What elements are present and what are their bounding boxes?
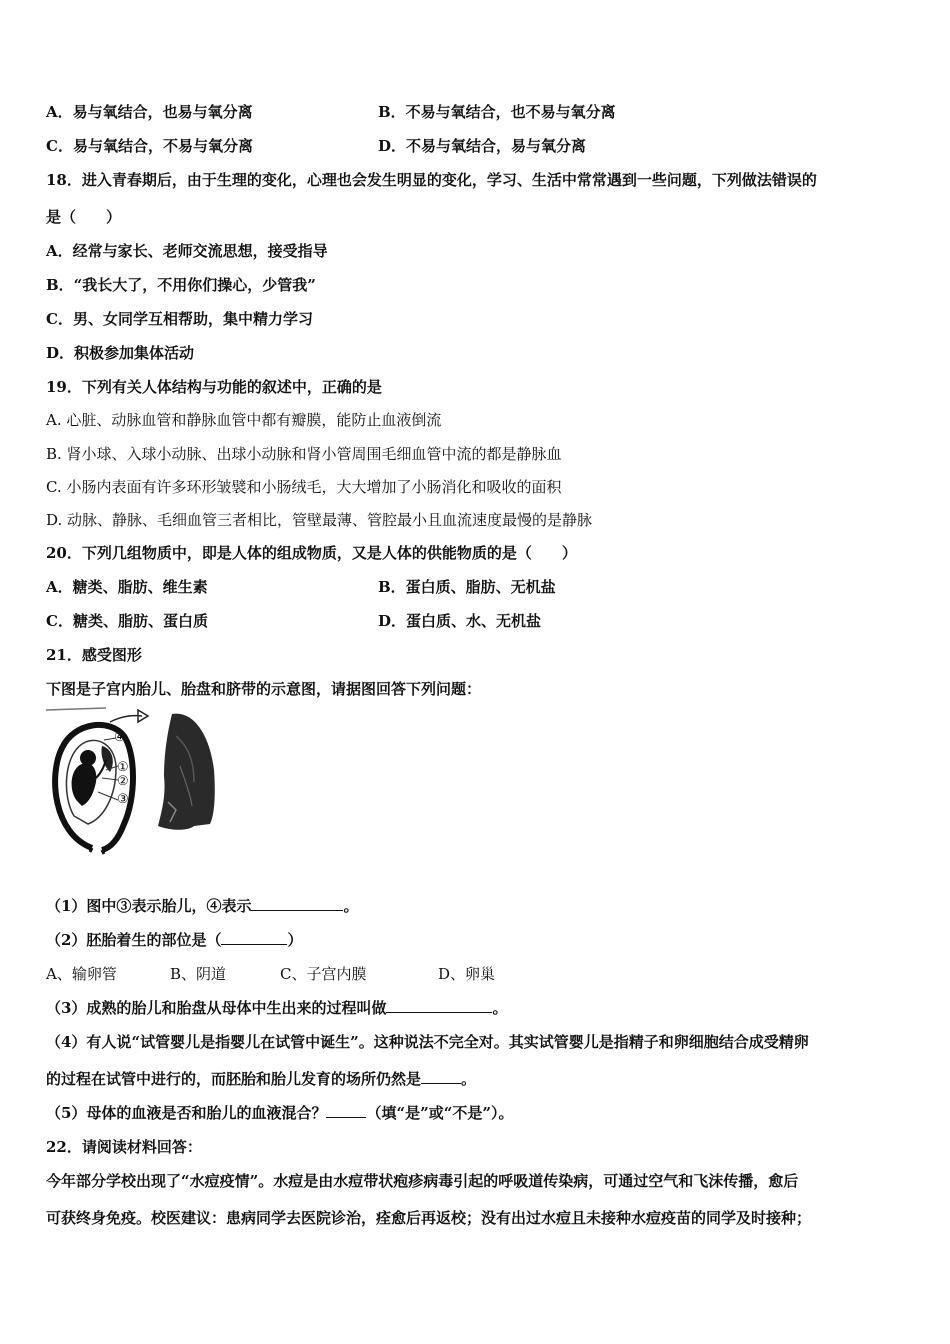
q21-sub1-blank[interactable] [251, 896, 343, 911]
q19-option-a: A. 心脏、动脉血管和静脉血管中都有瓣膜，能防止血液倒流 [46, 411, 442, 429]
q21-sub1 [46, 896, 358, 916]
q21-sub2-blank[interactable] [221, 930, 287, 945]
q21-sub2-option-c: C、子宫内膜 [280, 965, 367, 983]
q21-sub4-end: 。 [461, 1070, 477, 1088]
q21-sub3-blank[interactable] [386, 998, 492, 1013]
q18-option-d: D．积极参加集体活动 [46, 344, 195, 362]
q21-sub3-text: （3）成熟的胎儿和胎盘从母体中生出来的过程叫做 [46, 999, 387, 1017]
q19-option-c: C. 小肠内表面有许多环形皱襞和小肠绒毛，大大增加了小肠消化和吸收的面积 [46, 478, 562, 496]
figure-label-4: ④ [114, 730, 126, 745]
q21-sub4-blank[interactable] [421, 1069, 461, 1084]
q22-paragraph-line2: 可获终身免疫。校医建议：患病同学去医院诊治，痊愈后再返校；没有出过水痘且未接种水痘疫苗的同学及时接种； [46, 1209, 812, 1227]
q21-sub5-end: （填“是”或“不是”）。 [366, 1104, 514, 1122]
q18-option-a: A．经常与家长、老师交流思想，接受指导 [46, 242, 328, 260]
q18-option-c: C．男、女同学互相帮助，集中精力学习 [46, 310, 313, 328]
q20-option-a: A．糖类、脂肪、维生素 [46, 578, 208, 596]
q22-title: 22．请阅读材料回答： [46, 1138, 202, 1156]
q21-sub4-line1: （4）有人说“试管婴儿是指婴儿在试管中诞生”。这种说法不完全对。其实试管婴儿是指精子和卵细胞结合成受精卵 [46, 1033, 809, 1051]
figure-label-1: ① [117, 760, 129, 775]
q21-sub1-end: 。 [343, 897, 359, 915]
figure-label-3: ③ [117, 792, 129, 807]
q20-option-c: C．糖类、脂肪、蛋白质 [46, 612, 208, 630]
q20-option-d: D．蛋白质、水、无机盐 [378, 612, 542, 630]
q21-sub3 [46, 998, 507, 1018]
q21-sub2-option-d: D、卵巢 [438, 965, 496, 983]
q17-option-c: C．易与氧结合，不易与氧分离 [46, 137, 253, 155]
q21-title: 21．感受图形 [46, 646, 142, 664]
figure-label-2: ② [117, 774, 129, 789]
q21-sub1-text: （1）图中③表示胎儿，④表示 [46, 897, 252, 915]
q21-sub2 [46, 930, 302, 950]
q17-option-d: D．不易与氧结合，易与氧分离 [378, 137, 587, 155]
q20-stem: 20．下列几组物质中，即是人体的组成物质，又是人体的供能物质的是（ ） [46, 544, 577, 562]
q21-sub2-option-b: B、阴道 [170, 965, 227, 983]
q21-sub2-option-a: A、输卵管 [46, 965, 117, 983]
q18-option-b: B．“我长大了，不用你们操心，少管我” [46, 276, 316, 294]
q21-sub5-blank[interactable] [326, 1103, 366, 1118]
q21-intro: 下图是子宫内胎儿、胎盘和脐带的示意图，请据图回答下列问题： [46, 680, 482, 698]
q21-sub5 [46, 1103, 513, 1123]
q19-option-b: B. 肾小球、入球小动脉、出球小动脉和肾小管周围毛细血管中流的都是静脉血 [46, 445, 562, 463]
q20-option-b: B．蛋白质、脂肪、无机盐 [378, 578, 556, 596]
q21-sub4-text: 的过程在试管中进行的，而胚胎和胎儿发育的场所仍然是 [46, 1070, 422, 1088]
q17-option-a: A．易与氧结合，也易与氧分离 [46, 103, 253, 121]
q19-stem: 19．下列有关人体结构与功能的叙述中，正确的是 [46, 378, 382, 396]
q17-option-b: B．不易与氧结合，也不易与氧分离 [378, 103, 616, 121]
q19-option-d: D. 动脉、静脉、毛细血管三者相比，管壁最薄、管腔最小且血流速度最慢的是静脉 [46, 511, 593, 529]
uterus-fetus-diagram [44, 706, 224, 856]
q21-sub2-options [46, 964, 495, 984]
q21-sub2-text: （2）胚胎着生的部位是（ [46, 931, 222, 949]
q21-sub5-text: （5）母体的血液是否和胎儿的血液混合？ [46, 1104, 327, 1122]
q22-paragraph-line1: 今年部分学校出现了“水痘疫情”。水痘是由水痘带状疱疹病毒引起的呼吸道传染病，可通过空气和飞沫传播，愈后 [46, 1172, 799, 1190]
q21-sub2-end: ） [287, 931, 303, 949]
q21-sub3-end: 。 [492, 999, 508, 1017]
q21-sub4-line2 [46, 1069, 476, 1089]
q18-stem-line1: 18．进入青春期后，由于生理的变化，心理也会发生明显的变化，学习、生活中常常遇到一些问题，下列做法错误的 [46, 171, 817, 189]
q18-stem-line2: 是（ ） [46, 208, 122, 226]
